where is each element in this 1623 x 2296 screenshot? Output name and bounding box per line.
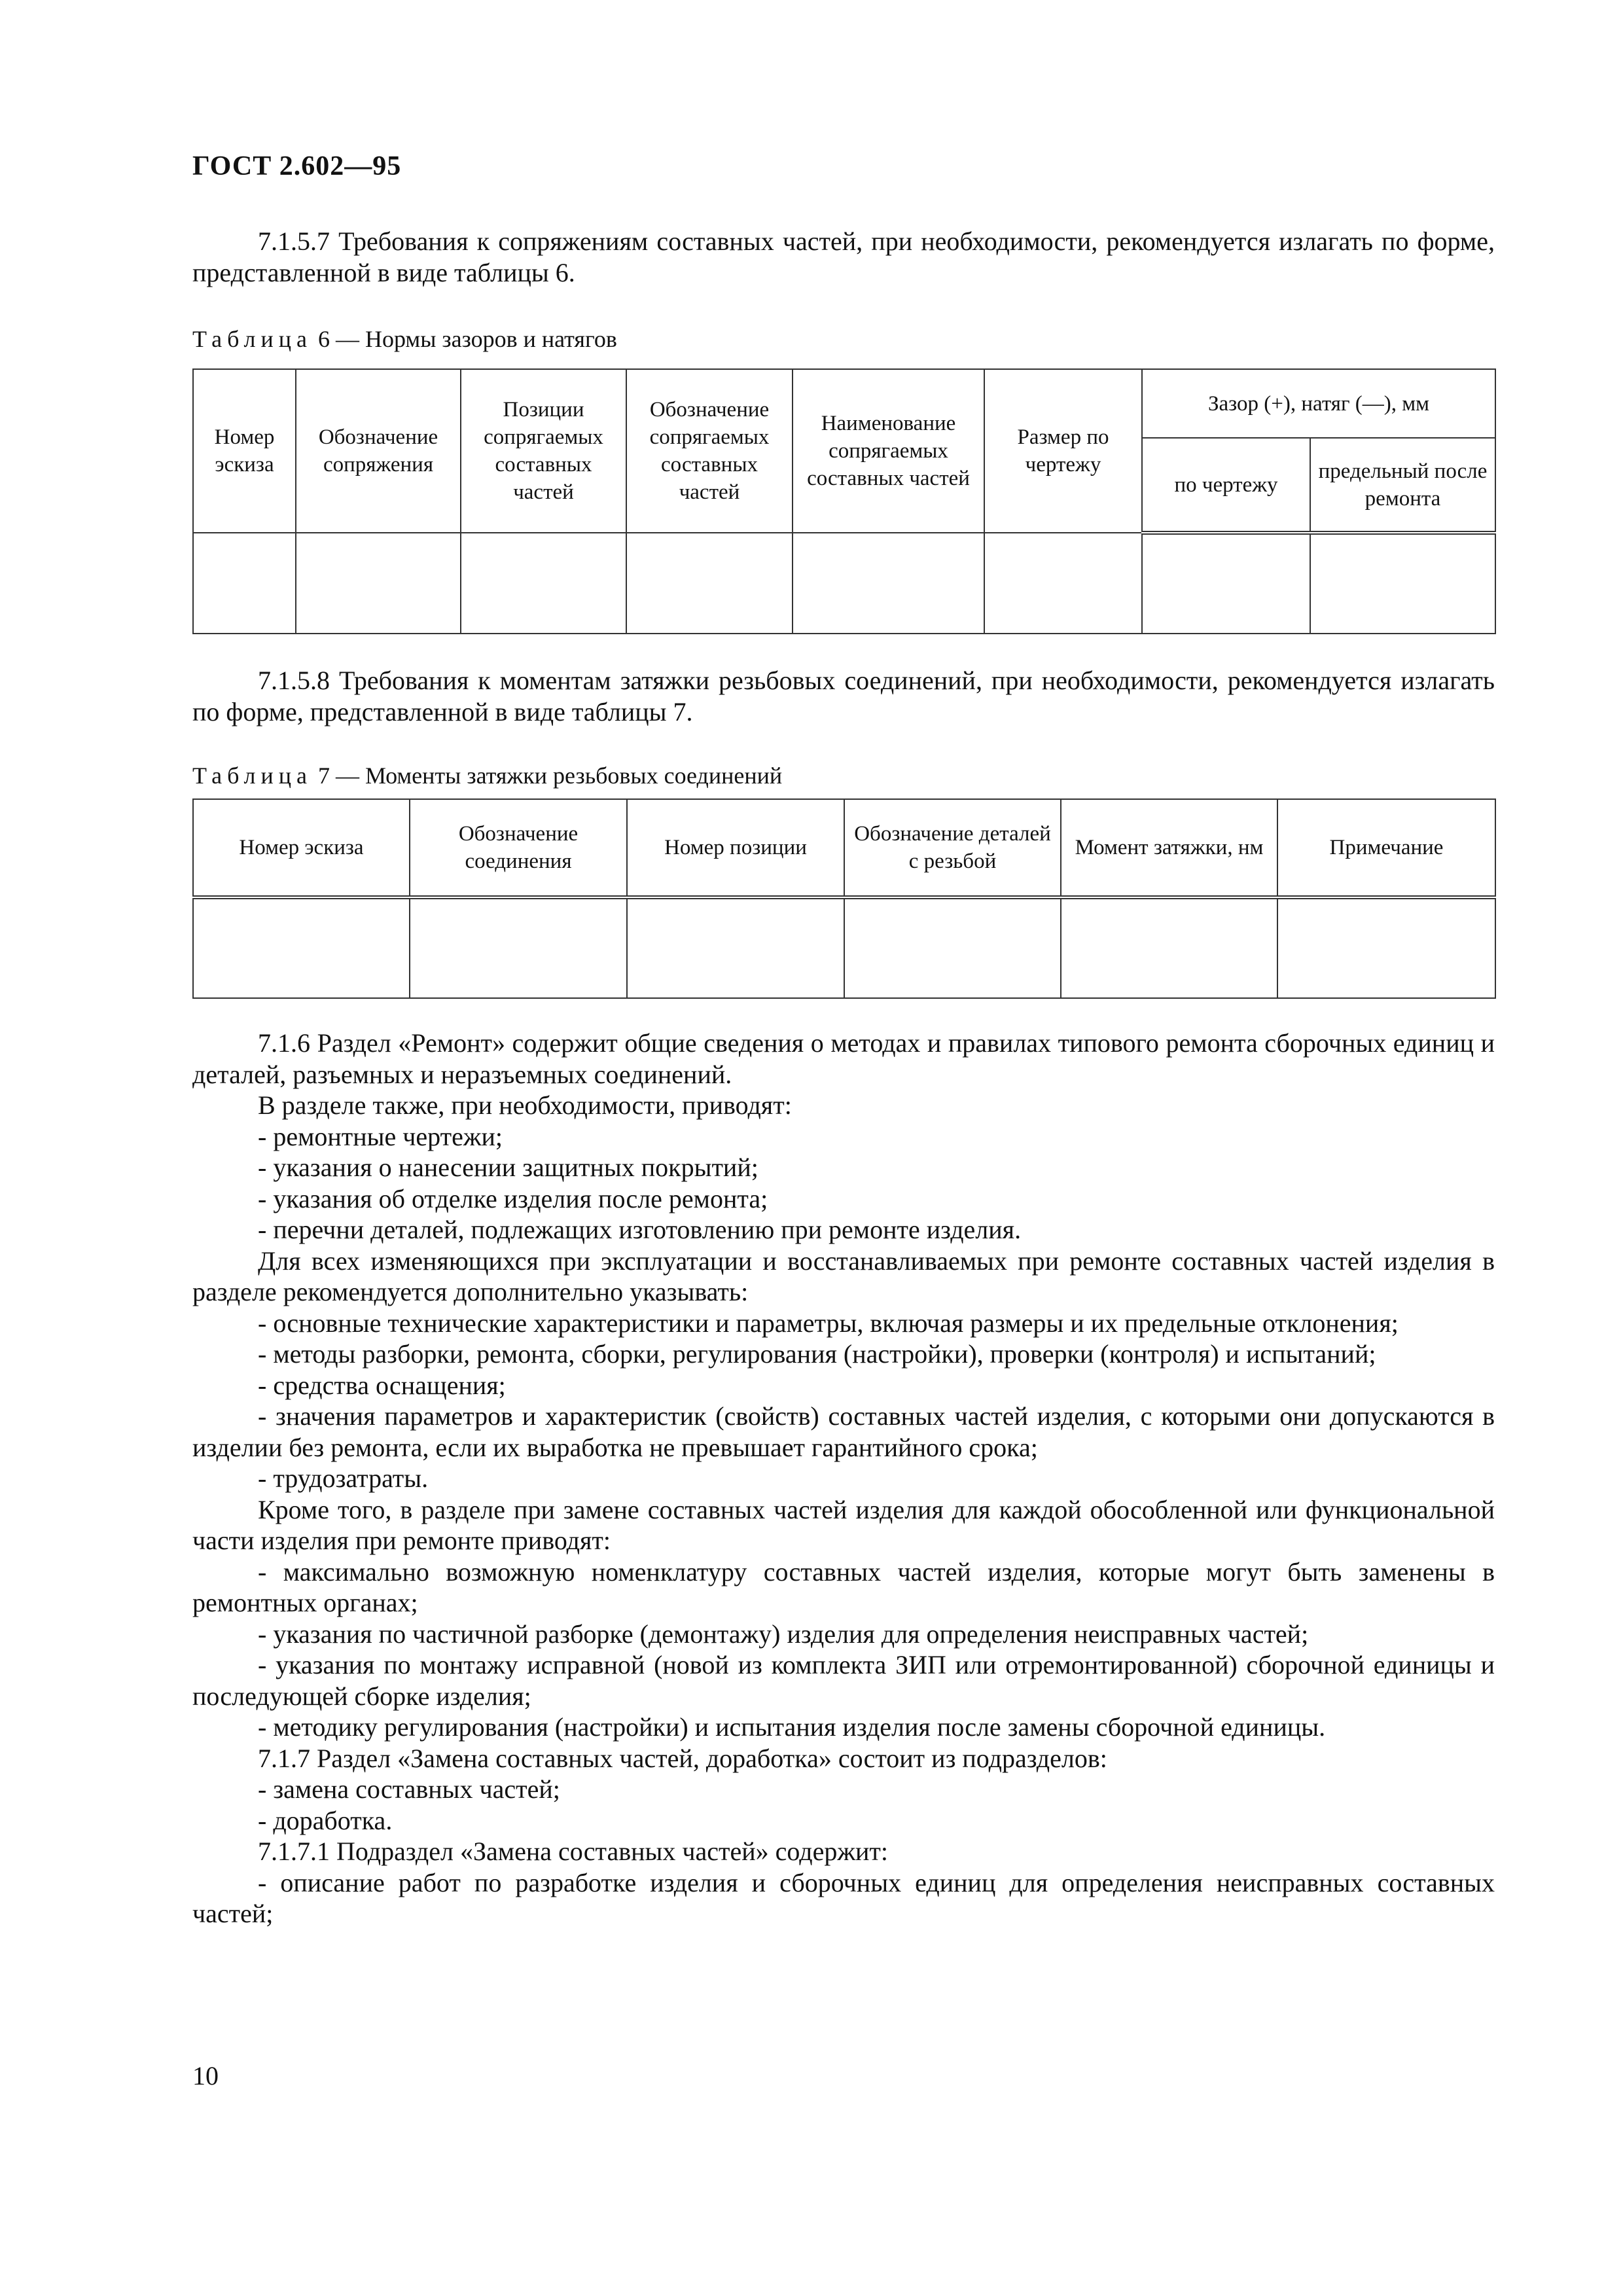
- list-item: - замена составных частей;: [258, 1774, 560, 1804]
- table6-header-parts-name: Наименование сопрягаемых составных частей: [793, 369, 984, 533]
- table7-header-connection-designation: Обозначение соединения: [410, 799, 627, 897]
- table7-header-note: Примечание: [1277, 799, 1495, 897]
- table7-caption-word: Таблица: [192, 762, 312, 789]
- list-item: - указания по монтажу исправной (новой из комплекта ЗИП или отремонтированной) сборочной единицы и последующей сборке изделия;: [192, 1650, 1495, 1711]
- body-line: Для всех изменяющихся при эксплуатации и восстанавливаемых при ремонте составных частей изделия в разделе рекомендуется дополнительно указывать:: [192, 1246, 1495, 1306]
- table7-header-threaded-parts: Обозначение деталей с резьбой: [844, 799, 1061, 897]
- table7-caption-text: 7 — Моменты затяжки резьбовых соединений: [317, 762, 783, 789]
- body-line: 7.1.7.1 Подраздел «Замена составных частей» содержит:: [258, 1837, 889, 1866]
- table7-empty-row: [193, 897, 1495, 998]
- list-item: - доработка.: [258, 1805, 393, 1835]
- list-item: - указания об отделке изделия после ремонта;: [258, 1183, 768, 1213]
- list-item: - перечни деталей, подлежащих изготовлению при ремонте изделия.: [258, 1215, 1022, 1244]
- table6-caption: [192, 325, 617, 353]
- paragraph-7-1-5-7: 7.1.5.7 Требования к сопряжениям составных частей, при необходимости, рекомендуется излагать по форме, представленной в виде таблицы 6.: [192, 226, 1495, 287]
- table6-caption-word: Таблица: [192, 326, 312, 352]
- table6-caption-text: 6 — Нормы зазоров и натягов: [317, 326, 617, 352]
- body-line: 7.1.7 Раздел «Замена составных частей, доработка» состоит из подразделов:: [258, 1743, 1107, 1773]
- list-item: - трудозатраты.: [258, 1463, 429, 1493]
- table6-empty-row: [193, 533, 1495, 634]
- page-number: 10: [192, 2061, 219, 2090]
- table-7: [192, 798, 1496, 999]
- table6-header-per-drawing: по чертежу: [1142, 438, 1310, 533]
- list-item: - средства оснащения;: [258, 1370, 506, 1400]
- table6-header-gap-interference: Зазор (+), натяг (—), мм: [1142, 369, 1495, 438]
- table6-header-mating-designation: Обозначение сопряжения: [296, 369, 461, 533]
- body-line: В разделе также, при необходимости, приводят:: [258, 1090, 792, 1120]
- table6-header-positions: Позиции сопрягаемых составных частей: [461, 369, 626, 533]
- list-item: - максимально возможную номенклатуру составных частей изделия, которые могут быть заменены в ремонтных органах;: [192, 1556, 1495, 1617]
- list-item: - ремонтные чертежи;: [258, 1121, 503, 1151]
- list-item: - методы разборки, ремонта, сборки, регулирования (настройки), проверки (контроля) и испытаний;: [258, 1339, 1376, 1369]
- table-6: [192, 368, 1496, 634]
- paragraph-7-1-5-8: 7.1.5.8 Требования к моментам затяжки резьбовых соединений, при необходимости, рекомендуется излагать по форме, представленной в виде таблицы 7.: [192, 666, 1495, 726]
- table6-header-drawing-size: Размер по чертежу: [984, 369, 1142, 533]
- list-item: - указания о нанесении защитных покрытий;: [258, 1153, 758, 1182]
- table6-header-limit-after-repair: предельный после ремонта: [1310, 438, 1495, 533]
- section-7-1-6-body: [192, 1028, 1495, 1929]
- table6-header-sketch-number: Номер эскиза: [193, 369, 296, 533]
- body-line: Кроме того, в разделе при замене составных частей изделия для каждой обособленной или функциональной части изделия при ремонте приводят:: [192, 1494, 1495, 1555]
- table7-header-torque: Момент затяжки, нм: [1061, 799, 1277, 897]
- list-item: - основные технические характеристики и параметры, включая размеры и их предельные отклонения;: [258, 1308, 1399, 1338]
- list-item: - методику регулирования (настройки) и испытания изделия после замены сборочной единицы.: [258, 1712, 1326, 1742]
- body-line: 7.1.6 Раздел «Ремонт» содержит общие сведения о методах и правилах типового ремонта сборочных единиц и деталей, разъемных и неразъемных соединений.: [192, 1028, 1495, 1089]
- table7-header-position-number: Номер позиции: [627, 799, 844, 897]
- table7-header-sketch-number: Номер эскиза: [193, 799, 410, 897]
- table7-caption: [192, 762, 782, 789]
- document-header: ГОСТ 2.602—95: [192, 151, 402, 181]
- table6-header-parts-designation: Обозначение сопрягаемых составных частей: [626, 369, 793, 533]
- list-item: - указания по частичной разборке (демонтажу) изделия для определения неисправных частей;: [258, 1619, 1309, 1649]
- list-item: - значения параметров и характеристик (свойств) составных частей изделия, с которыми они допускаются в изделии без ремонта, если их выработка не превышает гарантийного срока;: [192, 1401, 1495, 1462]
- list-item: - описание работ по разработке изделия и сборочных единиц для определения неисправных составных частей;: [192, 1867, 1495, 1928]
